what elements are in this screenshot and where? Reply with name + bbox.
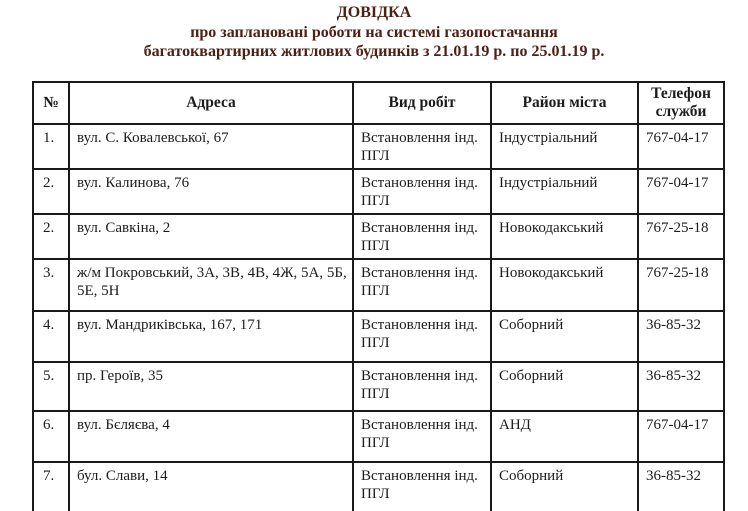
cell-work-type: Встановлення інд. ПГЛ bbox=[353, 259, 491, 311]
cell-phone: 767-04-17 bbox=[638, 411, 724, 462]
cell-work-type: Встановлення інд. ПГЛ bbox=[353, 214, 491, 259]
table-row bbox=[33, 169, 724, 214]
table-row bbox=[33, 259, 724, 311]
cell-number: 4. bbox=[33, 311, 69, 362]
cell-address: вул. Калинова, 76 bbox=[69, 169, 353, 214]
col-header-number: № bbox=[33, 82, 69, 124]
cell-number: 2. bbox=[33, 214, 69, 259]
cell-address: бул. Слави, 14 bbox=[69, 462, 353, 511]
cell-district: Соборний bbox=[491, 362, 638, 411]
table-row bbox=[33, 411, 724, 462]
cell-phone: 767-04-17 bbox=[638, 169, 724, 214]
cell-work-type: Встановлення інд. ПГЛ bbox=[353, 462, 491, 511]
works-table bbox=[32, 81, 725, 511]
cell-number: 3. bbox=[33, 259, 69, 311]
cell-address: ж/м Покровський, 3А, 3В, 4В, 4Ж, 5А, 5Б, 5Е, 5Н bbox=[69, 259, 353, 311]
cell-address: вул. Бєляєва, 4 bbox=[69, 411, 353, 462]
col-header-phone: Телефон служби bbox=[638, 82, 724, 124]
cell-address: пр. Героїв, 35 bbox=[69, 362, 353, 411]
cell-district: Соборний bbox=[491, 462, 638, 511]
table-row bbox=[33, 311, 724, 362]
col-header-address: Адреса bbox=[69, 82, 353, 124]
cell-district: АНД bbox=[491, 411, 638, 462]
table-row bbox=[33, 124, 724, 169]
cell-district: Новокодакський bbox=[491, 259, 638, 311]
cell-phone: 36-85-32 bbox=[638, 311, 724, 362]
cell-district: Індустріальний bbox=[491, 169, 638, 214]
table-row bbox=[33, 462, 724, 511]
cell-number: 7. bbox=[33, 462, 69, 511]
document-subtitle-line1: про заплановані роботи на системі газопостачання bbox=[190, 23, 558, 41]
document-title: ДОВІДКА bbox=[336, 4, 412, 21]
cell-address: вул. С. Ковалевської, 67 bbox=[69, 124, 353, 169]
cell-work-type: Встановлення інд. ПГЛ bbox=[353, 311, 491, 362]
cell-number: 6. bbox=[33, 411, 69, 462]
cell-work-type: Встановлення інд. ПГЛ bbox=[353, 169, 491, 214]
col-header-work-type: Вид робіт bbox=[353, 82, 491, 124]
document-subtitle-line2: багатоквартирних житлових будинків з 21.01.19 р. по 25.01.19 р. bbox=[143, 43, 605, 60]
table-header-row bbox=[33, 82, 724, 124]
table-row bbox=[33, 362, 724, 411]
cell-address: вул. Мандриківська, 167, 171 bbox=[69, 311, 353, 362]
cell-work-type: Встановлення інд. ПГЛ bbox=[353, 411, 491, 462]
cell-phone: 767-25-18 bbox=[638, 259, 724, 311]
cell-address: вул. Савкіна, 2 bbox=[69, 214, 353, 259]
col-header-district: Район міста bbox=[491, 82, 638, 124]
cell-phone: 36-85-32 bbox=[638, 362, 724, 411]
cell-work-type: Встановлення інд. ПГЛ bbox=[353, 124, 491, 169]
cell-number: 1. bbox=[33, 124, 69, 169]
document-title-block bbox=[0, 3, 748, 62]
cell-district: Новокодакський bbox=[491, 214, 638, 259]
cell-phone: 767-04-17 bbox=[638, 124, 724, 169]
table-row bbox=[33, 214, 724, 259]
cell-work-type: Встановлення інд. ПГЛ bbox=[353, 362, 491, 411]
cell-phone: 767-25-18 bbox=[638, 214, 724, 259]
cell-number: 2. bbox=[33, 169, 69, 214]
cell-phone: 36-85-32 bbox=[638, 462, 724, 511]
cell-district: Індустріальний bbox=[491, 124, 638, 169]
cell-number: 5. bbox=[33, 362, 69, 411]
cell-district: Соборний bbox=[491, 311, 638, 362]
